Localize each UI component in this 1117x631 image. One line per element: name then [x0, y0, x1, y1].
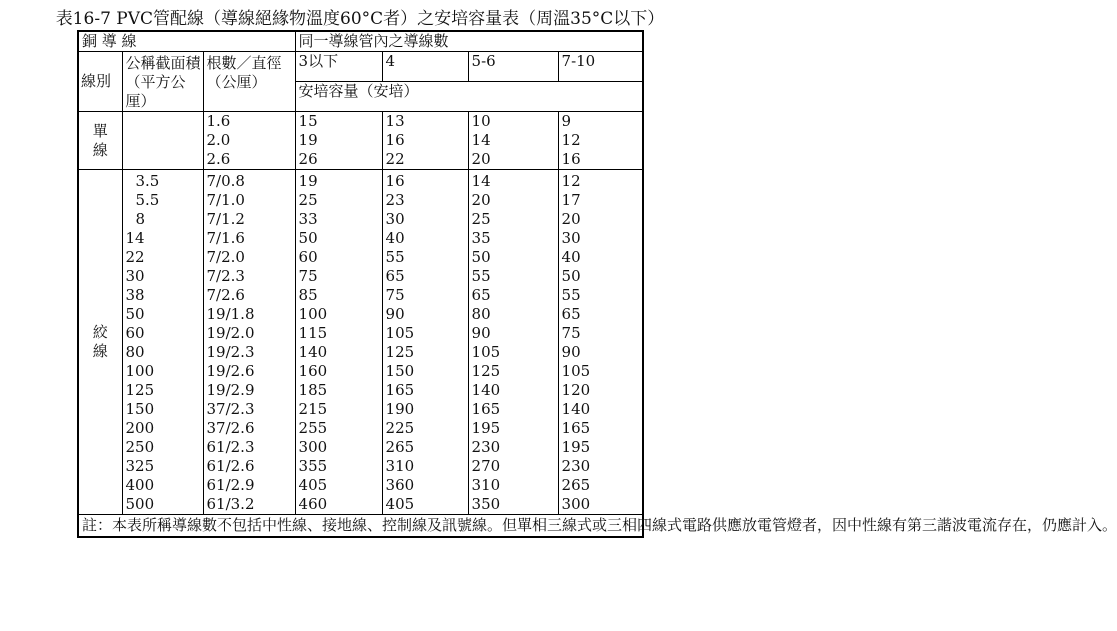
footnote: 註：本表所稱導線數不包括中性線、接地線、控制線及訊號線。但單相三線式或三相四線式電路供應放電管燈者，因中性線有第三諧波電流存在，仍應計入。: [78, 515, 643, 538]
amp-7-10-cell: 55: [561, 286, 581, 304]
amp-4-cell: 75: [385, 286, 405, 304]
amp-5-6-cell: 310: [471, 476, 501, 494]
spec-cell: 19/2.6: [206, 362, 255, 380]
amp-3-cell: 15: [298, 112, 318, 130]
amp-4-cell: 55: [385, 248, 405, 266]
category-label-text: 單線: [92, 121, 108, 159]
area-cell: 60: [125, 324, 145, 342]
amp-4-cell: 90: [385, 305, 405, 323]
stranded-b-column: [382, 170, 468, 515]
amp-4-cell: 190: [385, 400, 415, 418]
amp-5-6-cell: 35: [471, 229, 491, 247]
amp-7-10-cell: 20: [561, 210, 581, 228]
amp-4-cell: 13: [385, 112, 405, 130]
ampacity-table: [77, 30, 1117, 538]
amp-7-10-cell: 30: [561, 229, 581, 247]
stranded-d-column: [558, 170, 643, 515]
stranded-wire-section: [78, 170, 643, 515]
amp-3-cell: 25: [298, 191, 318, 209]
header-col-3: 3以下: [295, 52, 382, 82]
amp-5-6-cell: 14: [471, 131, 491, 149]
amp-7-10-cell: 230: [561, 457, 591, 475]
single-area-column: [122, 112, 203, 170]
spec-cell: 7/2.3: [206, 267, 245, 285]
amp-7-10-cell: 9: [561, 112, 572, 130]
amp-5-6-cell: 50: [471, 248, 491, 266]
amp-3-cell: 100: [298, 305, 328, 323]
amp-5-6-cell: 20: [471, 150, 491, 168]
spec-cell: 37/2.6: [206, 419, 255, 437]
amp-3-cell: 60: [298, 248, 318, 266]
amp-7-10-cell: 265: [561, 476, 591, 494]
area-cell: [126, 131, 203, 150]
stranded-wire-row: [78, 170, 643, 515]
single-a-column: [295, 112, 382, 170]
area-cell: 8: [135, 210, 146, 228]
amp-3-cell: 160: [298, 362, 328, 380]
area-cell: 150: [125, 400, 155, 418]
amp-7-10-cell: 140: [561, 400, 591, 418]
amp-4-cell: 405: [385, 495, 415, 513]
spec-cell: 1.6: [206, 112, 231, 130]
amp-5-6-cell: 55: [471, 267, 491, 285]
single-label: [78, 112, 122, 170]
amp-7-10-cell: 16: [561, 150, 581, 168]
single-wire-row: [78, 112, 643, 170]
amp-5-6-cell: 165: [471, 400, 501, 418]
single-spec-column: [203, 112, 295, 170]
spec-cell: 7/0.8: [206, 172, 245, 190]
amp-7-10-cell: 195: [561, 438, 591, 456]
area-cell: 500: [125, 495, 155, 513]
area-cell: 125: [125, 381, 155, 399]
stranded-a-column: [295, 170, 382, 515]
amp-7-10-cell: 12: [561, 172, 581, 190]
amp-3-cell: 75: [298, 267, 318, 285]
amp-4-cell: 360: [385, 476, 415, 494]
amp-4-cell: 23: [385, 191, 405, 209]
category-label-text: 絞線: [92, 323, 108, 360]
amp-7-10-cell: 300: [561, 495, 591, 513]
spec-cell: 61/2.6: [206, 457, 255, 475]
amp-4-cell: 65: [385, 267, 405, 285]
amp-7-10-cell: 90: [561, 343, 581, 361]
amp-7-10-cell: 17: [561, 191, 581, 209]
stranded-label: [78, 170, 122, 515]
amp-5-6-cell: 14: [471, 172, 491, 190]
amp-3-cell: 215: [298, 400, 328, 418]
spec-cell: 7/2.0: [206, 248, 245, 266]
amp-3-cell: 255: [298, 419, 328, 437]
area-cell: 22: [125, 248, 145, 266]
amp-3-cell: 19: [298, 131, 318, 149]
amp-5-6-cell: 65: [471, 286, 491, 304]
header-nominal-area: 公稱截面積（平方公厘）: [122, 52, 203, 112]
area-cell: 80: [125, 343, 145, 361]
header-copper-wire: 銅 導 線: [78, 31, 295, 52]
amp-3-cell: 85: [298, 286, 318, 304]
amp-5-6-cell: 10: [471, 112, 491, 130]
amp-7-10-cell: 50: [561, 267, 581, 285]
amp-7-10-cell: 120: [561, 381, 591, 399]
header-same-conduit: 同一導線管內之導線數: [295, 31, 643, 52]
area-cell: 30: [125, 267, 145, 285]
area-cell: 325: [125, 457, 155, 475]
amp-4-cell: 310: [385, 457, 415, 475]
amp-7-10-cell: 75: [561, 324, 581, 342]
amp-5-6-cell: 25: [471, 210, 491, 228]
area-cell: 250: [125, 438, 155, 456]
area-cell: 14: [125, 229, 145, 247]
table-title: 表16-7 PVC管配線（導線絕緣物溫度60°C者）之安培容量表（周溫35°C以下）: [55, 9, 665, 29]
amp-3-cell: 33: [298, 210, 318, 228]
amp-3-cell: 185: [298, 381, 328, 399]
area-cell: 5.5: [135, 191, 160, 209]
spec-cell: 61/3.2: [206, 495, 255, 513]
amp-7-10-cell: 165: [561, 419, 591, 437]
amp-4-cell: 16: [385, 172, 405, 190]
single-d-column: [558, 112, 643, 170]
spec-cell: 7/1.2: [206, 210, 245, 228]
amp-3-cell: 460: [298, 495, 328, 513]
amp-4-cell: 225: [385, 419, 415, 437]
spec-cell: 37/2.3: [206, 400, 255, 418]
area-cell: 38: [125, 286, 145, 304]
amp-5-6-cell: 195: [471, 419, 501, 437]
amp-4-cell: 125: [385, 343, 415, 361]
header-count-diameter: 根數／直徑（公厘）: [203, 52, 295, 112]
amp-5-6-cell: 350: [471, 495, 501, 513]
amp-4-cell: 40: [385, 229, 405, 247]
area-cell: 200: [125, 419, 155, 437]
amp-3-cell: 50: [298, 229, 318, 247]
header-ampacity: 安培容量（安培）: [295, 82, 643, 112]
spec-cell: 7/2.6: [206, 286, 245, 304]
amp-4-cell: 30: [385, 210, 405, 228]
amp-7-10-cell: 105: [561, 362, 591, 380]
header-wire-type: 線別: [78, 52, 122, 112]
header-col-5-6: 5-6: [468, 52, 558, 82]
amp-4-cell: 150: [385, 362, 415, 380]
spec-cell: 61/2.9: [206, 476, 255, 494]
area-cell: [126, 150, 203, 169]
stranded-area-column: [122, 170, 203, 515]
area-cell: 3.5: [135, 172, 160, 190]
amp-3-cell: 140: [298, 343, 328, 361]
amp-5-6-cell: 270: [471, 457, 501, 475]
single-wire-section: [78, 112, 643, 170]
amp-7-10-cell: 65: [561, 305, 581, 323]
area-cell: 50: [125, 305, 145, 323]
amp-4-cell: 165: [385, 381, 415, 399]
header-col-7-10: 7-10: [558, 52, 643, 82]
amp-3-cell: 115: [298, 324, 328, 342]
spec-cell: 7/1.6: [206, 229, 245, 247]
spec-cell: 19/1.8: [206, 305, 255, 323]
amp-5-6-cell: 20: [471, 191, 491, 209]
amp-4-cell: 265: [385, 438, 415, 456]
spec-cell: 19/2.0: [206, 324, 255, 342]
amp-5-6-cell: 125: [471, 362, 501, 380]
amp-3-cell: 300: [298, 438, 328, 456]
single-c-column: [468, 112, 558, 170]
spec-cell: 7/1.0: [206, 191, 245, 209]
amp-4-cell: 105: [385, 324, 415, 342]
amp-4-cell: 22: [385, 150, 405, 168]
amp-3-cell: 355: [298, 457, 328, 475]
header-col-4: 4: [382, 52, 468, 82]
amp-3-cell: 405: [298, 476, 328, 494]
amp-3-cell: 26: [298, 150, 318, 168]
stranded-spec-column: [203, 170, 295, 515]
amp-5-6-cell: 105: [471, 343, 501, 361]
amp-5-6-cell: 90: [471, 324, 491, 342]
amp-4-cell: 16: [385, 131, 405, 149]
area-cell: [126, 112, 203, 131]
area-cell: 400: [125, 476, 155, 494]
spec-cell: 2.6: [206, 150, 231, 168]
single-b-column: [382, 112, 468, 170]
spec-cell: 2.0: [206, 131, 231, 149]
amp-5-6-cell: 230: [471, 438, 501, 456]
spec-cell: 19/2.3: [206, 343, 255, 361]
amp-7-10-cell: 40: [561, 248, 581, 266]
spec-cell: 61/2.3: [206, 438, 255, 456]
area-cell: 100: [125, 362, 155, 380]
amp-7-10-cell: 12: [561, 131, 581, 149]
amp-3-cell: 19: [298, 172, 318, 190]
amp-5-6-cell: 80: [471, 305, 491, 323]
amp-5-6-cell: 140: [471, 381, 501, 399]
spec-cell: 19/2.9: [206, 381, 255, 399]
stranded-c-column: [468, 170, 558, 515]
